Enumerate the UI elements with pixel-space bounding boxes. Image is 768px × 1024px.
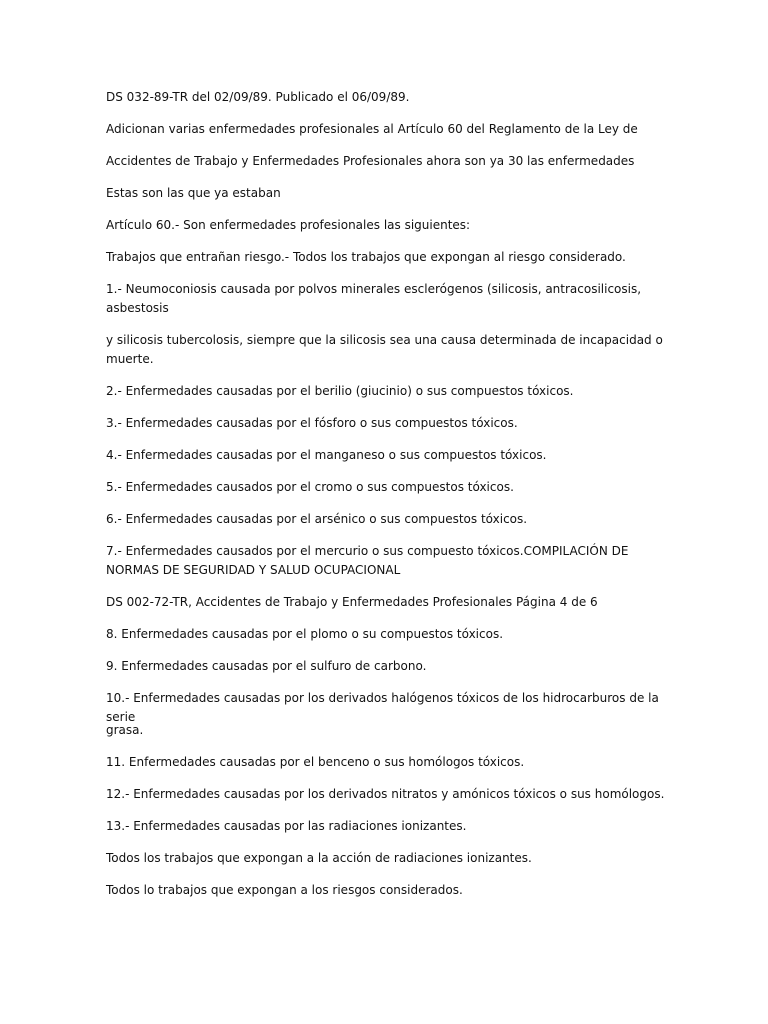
document-line: y silicosis tubercolosis, siempre que la silicosis sea una causa determinada de incapacidad o muerte. bbox=[106, 333, 663, 366]
document-line: 7.- Enfermedades causados por el mercurio o sus compuesto tóxicos.COMPILACIÓN DE NORMAS DE SEGURIDAD Y SALUD OCUPACIONAL bbox=[106, 544, 629, 577]
document-line: 12.- Enfermedades causadas por los derivados nitratos y amónicos tóxicos o sus homólogos. bbox=[106, 787, 665, 801]
document-line: Todos lo trabajos que expongan a los riesgos considerados. bbox=[106, 883, 463, 897]
document-line: Artículo 60.- Son enfermedades profesionales las siguientes: bbox=[106, 218, 471, 232]
document-line: 10.- Enfermedades causadas por los derivados halógenos tóxicos de los hidrocarburos de la serie bbox=[106, 691, 659, 724]
document-line: Accidentes de Trabajo y Enfermedades Profesionales ahora son ya 30 las enfermedades bbox=[106, 154, 635, 168]
document-line: 3.- Enfermedades causadas por el fósforo o sus compuestos tóxicos. bbox=[106, 416, 518, 430]
document-line: Estas son las que ya estaban bbox=[106, 186, 281, 200]
document-line: 2.- Enfermedades causadas por el berilio (giucinio) o sus compuestos tóxicos. bbox=[106, 384, 574, 398]
document-line: 1.- Neumoconiosis causada por polvos minerales esclerógenos (silicosis, antracosilicosis, asbestosis bbox=[106, 282, 642, 315]
document-line: 4.- Enfermedades causadas por el manganeso o sus compuestos tóxicos. bbox=[106, 448, 547, 462]
document-line: DS 002-72-TR, Accidentes de Trabajo y Enfermedades Profesionales Página 4 de 6 bbox=[106, 595, 598, 609]
document-line: Adicionan varias enfermedades profesionales al Artículo 60 del Reglamento de la Ley de bbox=[106, 122, 638, 136]
document-line: Todos los trabajos que expongan a la acción de radiaciones ionizantes. bbox=[106, 851, 532, 865]
document-line: DS 032-89-TR del 02/09/89. Publicado el 06/09/89. bbox=[106, 90, 410, 104]
document-line: Trabajos que entrañan riesgo.- Todos los trabajos que expongan al riesgo considerado. bbox=[106, 250, 626, 264]
document-line: 11. Enfermedades causadas por el benceno o sus homólogos tóxicos. bbox=[106, 755, 525, 769]
document-line: grasa. bbox=[106, 723, 144, 737]
document-line: 6.- Enfermedades causadas por el arsénico o sus compuestos tóxicos. bbox=[106, 512, 528, 526]
document-line: 13.- Enfermedades causadas por las radiaciones ionizantes. bbox=[106, 819, 467, 833]
document-line: 5.- Enfermedades causados por el cromo o sus compuestos tóxicos. bbox=[106, 480, 514, 494]
document-line: 8. Enfermedades causadas por el plomo o su compuestos tóxicos. bbox=[106, 627, 504, 641]
document-line: 9. Enfermedades causadas por el sulfuro de carbono. bbox=[106, 659, 427, 673]
